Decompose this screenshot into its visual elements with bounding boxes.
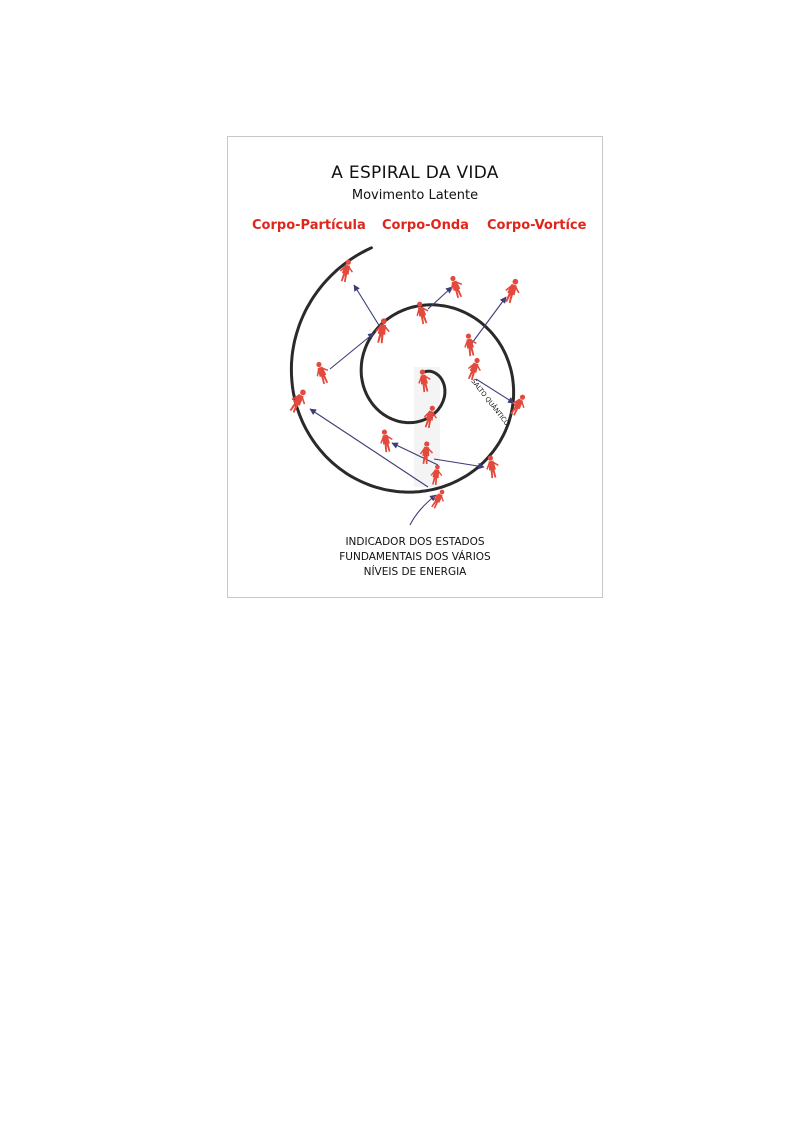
figure — [502, 277, 524, 305]
arrow — [410, 495, 436, 525]
indicator-line-1: INDICADOR DOS ESTADOS — [345, 536, 485, 548]
energy-figures — [286, 258, 530, 510]
figure — [312, 360, 332, 386]
figure-subtitle: Movimento Latente — [351, 188, 479, 203]
connection-arrows — [310, 285, 514, 525]
spiral-figure — [227, 136, 603, 598]
arrow — [354, 285, 380, 327]
arrow — [310, 409, 428, 487]
energy-level-indicator — [228, 535, 602, 580]
center-glow — [414, 367, 440, 487]
figure — [462, 332, 479, 357]
indicator-line-2: FUNDAMENTAIS DOS VÁRIOS — [339, 551, 491, 563]
figure — [446, 274, 466, 300]
label-corpo-onda: Corpo-Onda — [382, 218, 469, 233]
figure — [337, 258, 355, 283]
arrow — [330, 333, 374, 369]
figure-title: A ESPIRAL DA VIDA — [331, 163, 499, 183]
label-corpo-vortice: Corpo-Vortíce — [487, 218, 587, 233]
arrow — [434, 459, 484, 467]
indicator-line-3: NÍVEIS DE ENERGIA — [363, 566, 467, 578]
label-corpo-particula: Corpo-Partícula — [252, 218, 366, 233]
salto-quantico-annotation: SALTO QUÂNTICO — [469, 377, 512, 428]
spiral-diagram — [228, 137, 604, 599]
figure — [378, 428, 395, 453]
